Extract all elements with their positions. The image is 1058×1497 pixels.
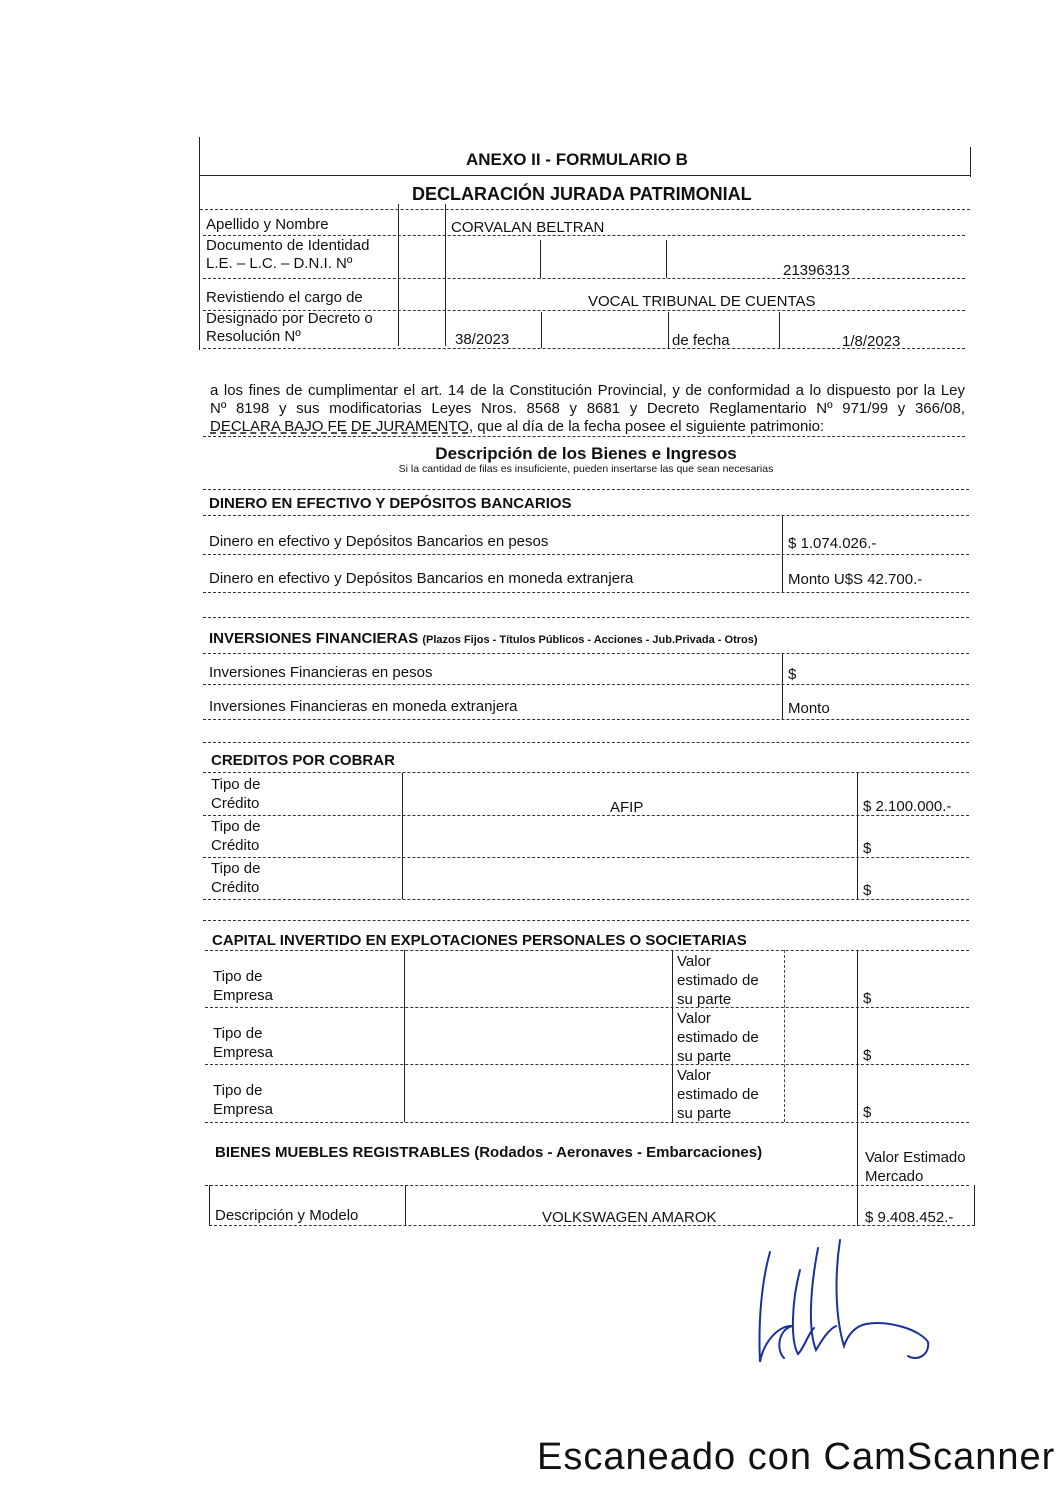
description-header bbox=[203, 444, 969, 476]
rule bbox=[203, 515, 969, 516]
fecha-label: de fecha bbox=[672, 332, 730, 349]
doc-label-2: L.E. – L.C. – D.N.I. Nº bbox=[206, 255, 353, 272]
credito-value-1: $ 2.100.000.- bbox=[863, 798, 952, 815]
capital-header: CAPITAL INVERTIDO EN EXPLOTACIONES PERSONALES O SOCIETARIAS bbox=[212, 932, 747, 949]
annex-title: ANEXO II - FORMULARIO B bbox=[466, 150, 688, 169]
inversiones-title: INVERSIONES FINANCIERAS bbox=[209, 630, 419, 647]
declaration-line-3-rest: , que al día de la fecha posee el siguiente patrimonio: bbox=[468, 418, 825, 435]
cargo-value: VOCAL TRIBUNAL DE CUENTAS bbox=[588, 293, 816, 310]
rule bbox=[203, 719, 969, 720]
capital-label-3a: Tipo de bbox=[213, 1082, 263, 1099]
rule bbox=[205, 950, 969, 951]
rule bbox=[203, 742, 969, 743]
credito-label-2b: Crédito bbox=[211, 837, 260, 854]
credito-label-2a: Tipo de bbox=[211, 818, 261, 835]
bienes-note: (Rodados - Aeronaves - Embarcaciones) bbox=[474, 1144, 763, 1161]
decreto-label-1: Designado por Decreto o bbox=[206, 310, 373, 327]
divider bbox=[784, 950, 785, 1122]
bienes-header bbox=[215, 1144, 762, 1161]
dinero-header: DINERO EN EFECTIVO Y DEPÓSITOS BANCARIOS bbox=[209, 495, 572, 512]
inversiones-header bbox=[209, 630, 758, 649]
credito-label-1a: Tipo de bbox=[211, 776, 261, 793]
dinero-extranjera-value: Monto U$S 42.700.- bbox=[788, 571, 923, 588]
rule bbox=[205, 1007, 969, 1008]
capital-value-2: $ bbox=[863, 1047, 872, 1064]
capital-label-3b: Empresa bbox=[213, 1101, 274, 1118]
inversiones-note: (Plazos Fijos - Títulos Públicos - Acciones - Jub.Privada - Otros) bbox=[422, 634, 758, 646]
rule bbox=[205, 1122, 969, 1123]
doc-value: 21396313 bbox=[783, 262, 850, 279]
capital-valor-2b: estimado de bbox=[677, 1029, 759, 1046]
frame-right-border bbox=[970, 147, 971, 177]
divider bbox=[402, 773, 403, 899]
capital-value-3: $ bbox=[863, 1104, 872, 1121]
divider bbox=[209, 1185, 210, 1225]
rule bbox=[203, 348, 965, 349]
declaration-line-2: Nº 8198 y sus modificatorias Leyes Nros. 8568 y 8681 y Decreto Reglamentario Nº 971/99 y 366/08, bbox=[210, 400, 965, 417]
divider bbox=[782, 653, 783, 719]
capital-label-2a: Tipo de bbox=[213, 1025, 263, 1042]
capital-valor-2c: su parte bbox=[677, 1048, 732, 1065]
rule bbox=[203, 489, 969, 490]
rule bbox=[203, 235, 965, 236]
cargo-label: Revistiendo el cargo de bbox=[206, 289, 363, 306]
fecha-value: 1/8/2023 bbox=[842, 333, 901, 350]
bienes-title: BIENES MUEBLES REGISTRABLES bbox=[215, 1144, 471, 1161]
divider bbox=[974, 1185, 975, 1225]
rule bbox=[203, 617, 969, 618]
dinero-pesos-label: Dinero en efectivo y Depósitos Bancarios en pesos bbox=[209, 533, 549, 550]
signature bbox=[740, 1230, 940, 1380]
capital-valor-3c: su parte bbox=[677, 1105, 732, 1122]
camscanner-watermark: Escaneado con CamScanner bbox=[537, 1436, 1056, 1478]
credito-value-2: $ bbox=[863, 840, 872, 857]
rule bbox=[203, 899, 969, 900]
rule bbox=[209, 1225, 975, 1226]
capital-valor-1c: su parte bbox=[677, 991, 732, 1008]
bienes-valor-label-1: Valor Estimado bbox=[865, 1149, 966, 1166]
bienes-valor-label-2: Mercado bbox=[865, 1168, 924, 1185]
form-title: DECLARACIÓN JURADA PATRIMONIAL bbox=[412, 184, 752, 204]
decreto-value: 38/2023 bbox=[455, 331, 510, 348]
divider bbox=[540, 240, 541, 278]
bienes-desc-label: Descripción y Modelo bbox=[215, 1207, 359, 1224]
capital-valor-2a: Valor bbox=[677, 1010, 711, 1027]
divider bbox=[445, 204, 446, 346]
rule bbox=[205, 1064, 969, 1065]
capital-label-2b: Empresa bbox=[213, 1044, 274, 1061]
rule bbox=[203, 684, 969, 685]
bienes-value: $ 9.408.452.- bbox=[865, 1209, 954, 1226]
capital-value-1: $ bbox=[863, 990, 872, 1007]
capital-valor-1a: Valor bbox=[677, 953, 711, 970]
frame-left-border bbox=[199, 137, 200, 350]
creditos-header: CREDITOS POR COBRAR bbox=[211, 752, 395, 769]
divider bbox=[666, 240, 667, 278]
dinero-pesos-value: $ 1.074.026.- bbox=[788, 535, 877, 552]
capital-label-1b: Empresa bbox=[213, 987, 274, 1004]
divider bbox=[779, 312, 780, 348]
rule bbox=[203, 592, 969, 593]
dinero-extranjera-label: Dinero en efectivo y Depósitos Bancarios en moneda extranjera bbox=[209, 570, 634, 587]
rule bbox=[203, 436, 965, 437]
divider bbox=[857, 950, 858, 1122]
credito-label-3b: Crédito bbox=[211, 879, 260, 896]
credito-label-1b: Crédito bbox=[211, 795, 260, 812]
bienes-desc-value: VOLKSWAGEN AMAROK bbox=[542, 1209, 717, 1226]
rule bbox=[203, 815, 969, 816]
rule bbox=[203, 653, 969, 654]
inversiones-pesos-label: Inversiones Financieras en pesos bbox=[209, 664, 433, 681]
rule bbox=[203, 554, 969, 555]
capital-label-1a: Tipo de bbox=[213, 968, 263, 985]
rule bbox=[203, 278, 965, 279]
divider bbox=[672, 950, 673, 1122]
divider bbox=[404, 950, 405, 1122]
divider bbox=[398, 204, 399, 346]
doc-label-1: Documento de Identidad bbox=[206, 237, 370, 254]
rule bbox=[203, 772, 969, 773]
credito-value-3: $ bbox=[863, 882, 872, 899]
declaration-line-1: a los fines de cumplimentar el art. 14 de la Constitución Provincial, y de conformidad a lo dispuesto por la Ley bbox=[210, 382, 965, 399]
divider bbox=[405, 1185, 406, 1225]
credito-label-3a: Tipo de bbox=[211, 860, 261, 877]
decreto-label-2: Resolución Nº bbox=[206, 328, 301, 345]
divider bbox=[541, 312, 542, 348]
capital-valor-3b: estimado de bbox=[677, 1086, 759, 1103]
divider bbox=[857, 1122, 858, 1226]
name-value: CORVALAN BELTRAN bbox=[451, 219, 605, 236]
divider bbox=[857, 773, 858, 899]
description-subtitle: Si la cantidad de filas es insuficiente, pueden insertarse las que sean necesarias bbox=[398, 463, 774, 475]
rule bbox=[200, 175, 970, 176]
rule bbox=[205, 1185, 969, 1186]
declara-bajo-fe: DECLARA BAJO FE DE JURAMENTO bbox=[210, 418, 469, 435]
capital-valor-1b: estimado de bbox=[677, 972, 759, 989]
description-title: Descripción de los Bienes e Ingresos bbox=[435, 444, 737, 463]
declaration-line-3 bbox=[210, 418, 824, 435]
inversiones-extranjera-label: Inversiones Financieras en moneda extranjera bbox=[209, 698, 518, 715]
credito-desc-1: AFIP bbox=[610, 799, 644, 816]
rule bbox=[200, 209, 970, 210]
inversiones-extranjera-value: Monto bbox=[788, 700, 830, 717]
inversiones-pesos-value: $ bbox=[788, 666, 797, 683]
name-label: Apellido y Nombre bbox=[206, 216, 329, 233]
rule bbox=[203, 920, 969, 921]
capital-valor-3a: Valor bbox=[677, 1067, 711, 1084]
rule bbox=[203, 857, 969, 858]
divider bbox=[668, 312, 669, 348]
